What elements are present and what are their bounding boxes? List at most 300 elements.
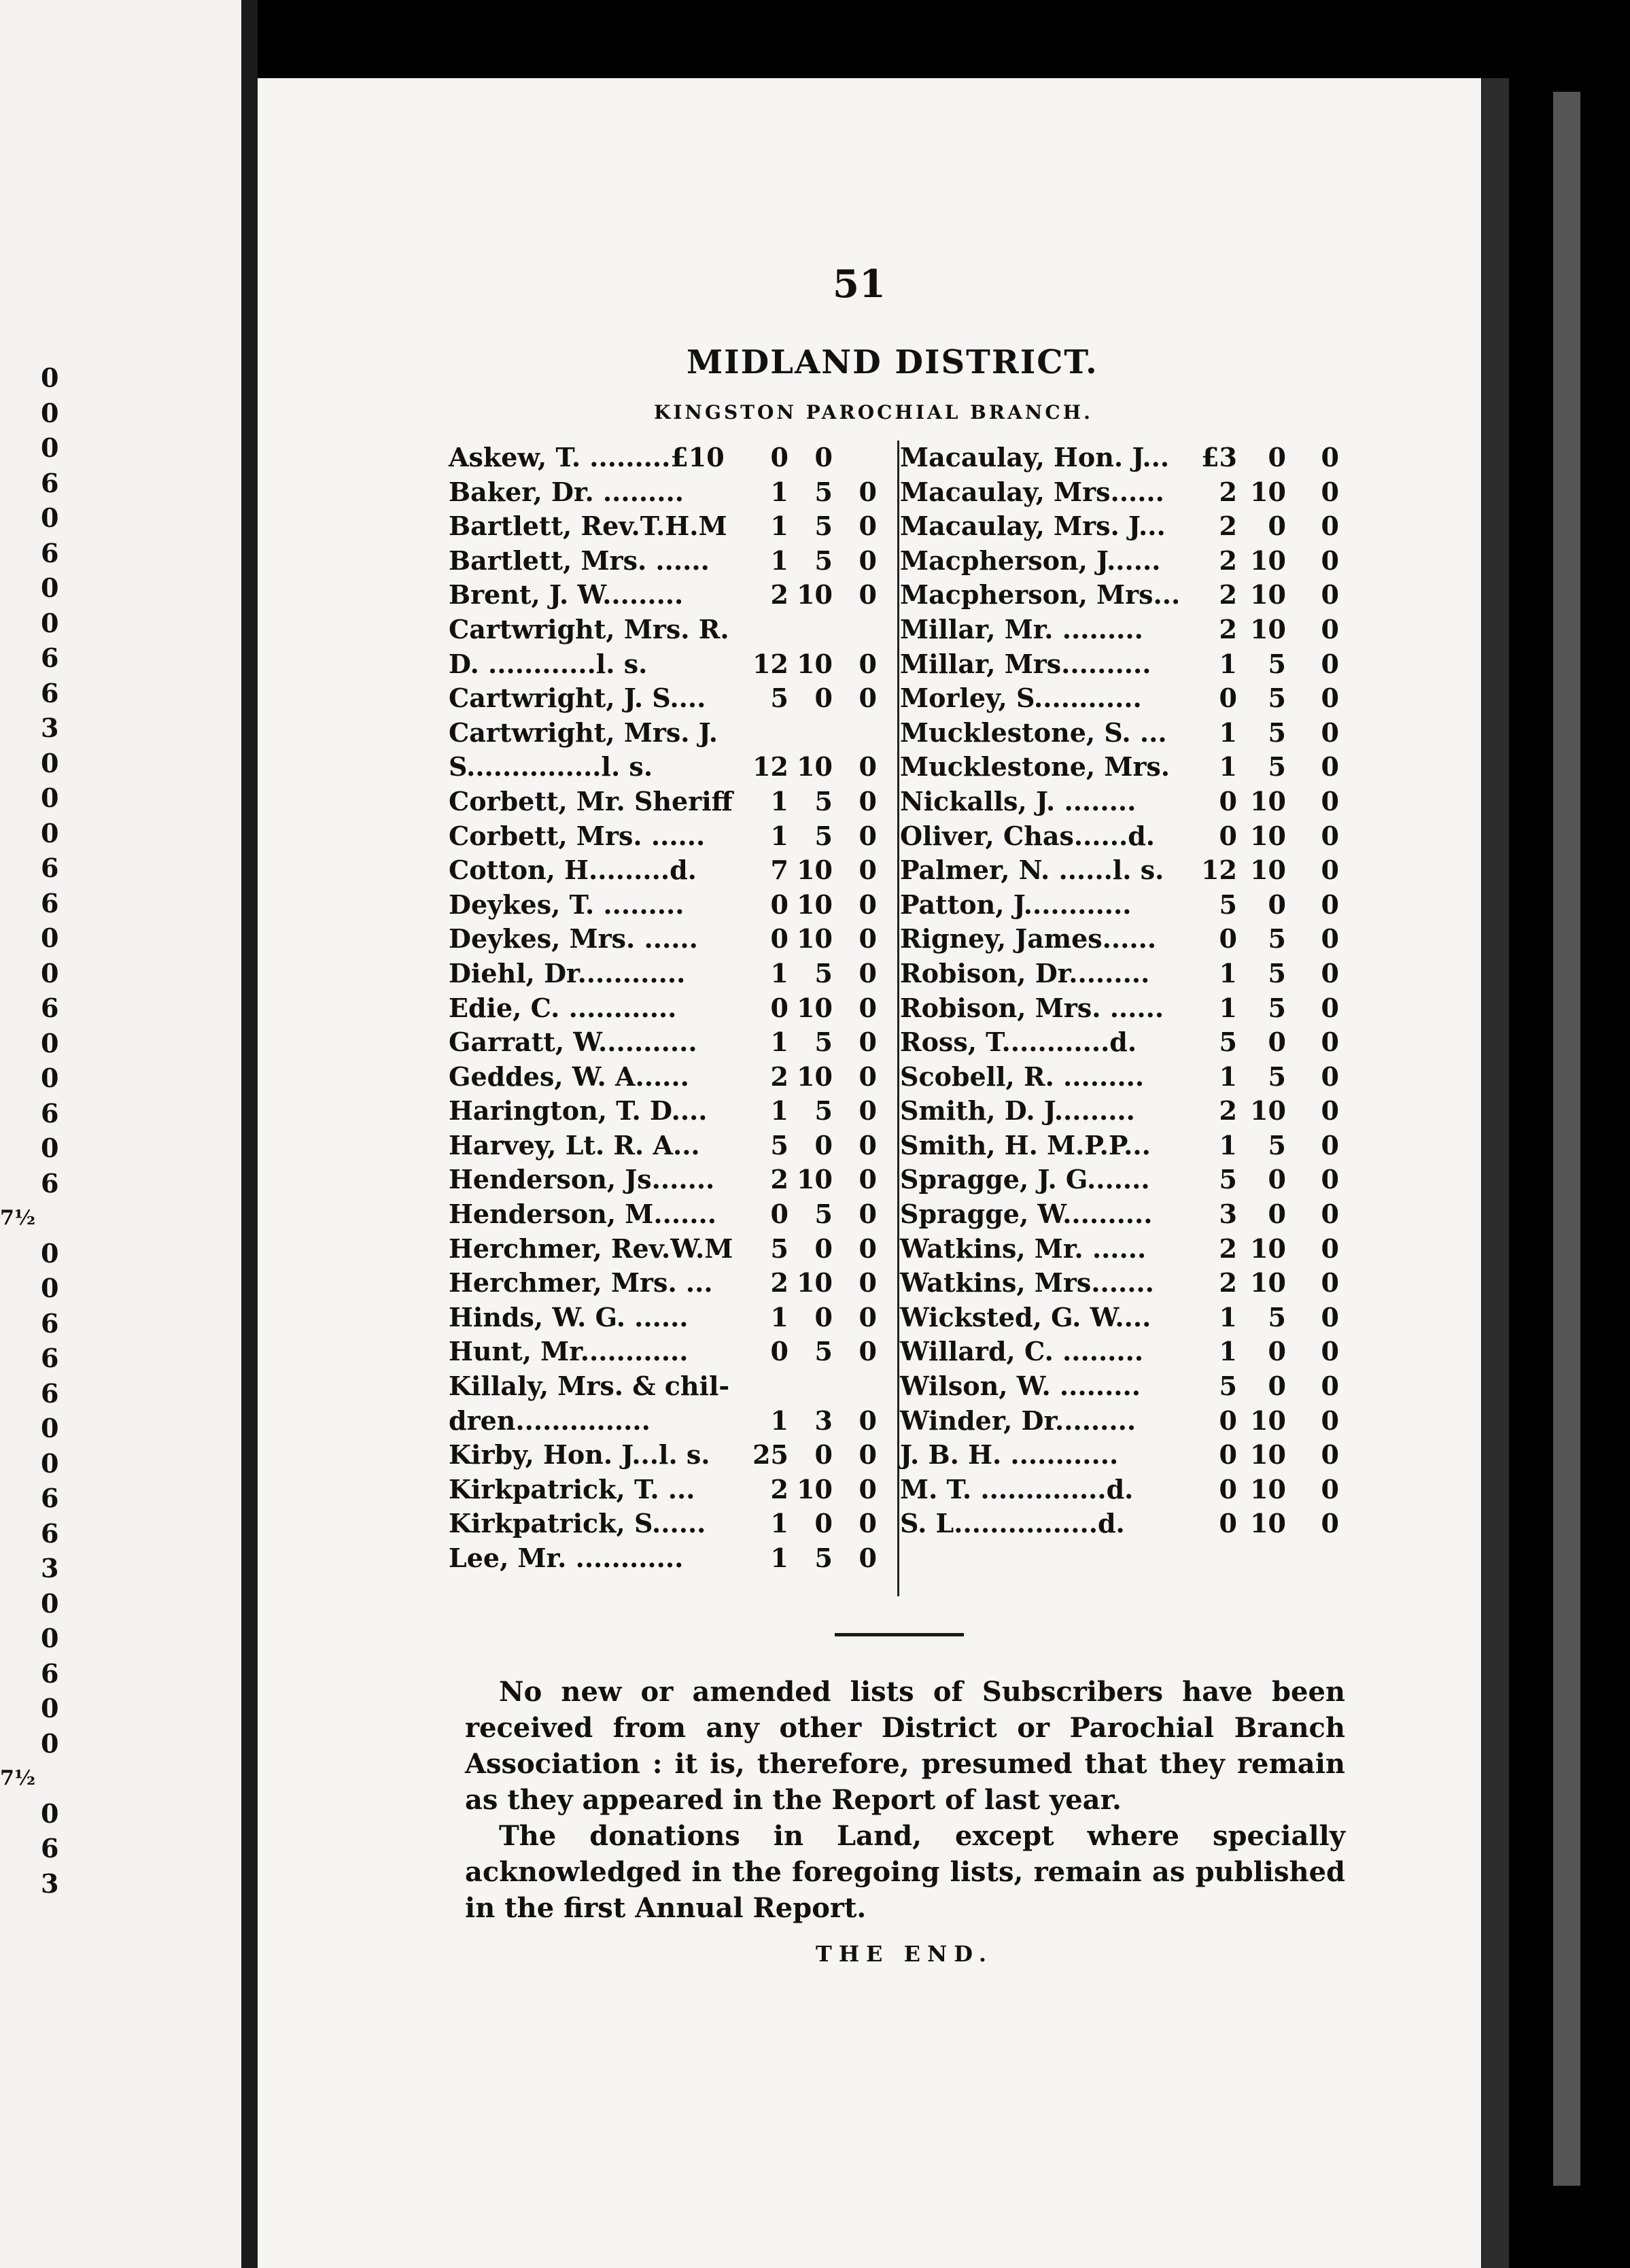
previous-page-row <box>0 1866 61 1902</box>
subscriber-name: Hunt, Mr............ <box>449 1336 689 1367</box>
subscriber-row <box>449 1404 884 1439</box>
subscriber-name: Rigney, James...... <box>900 923 1157 955</box>
previous-page-digit: 0 <box>41 1273 59 1303</box>
amount-shillings: 5 <box>1268 923 1286 955</box>
previous-page-row <box>0 1306 61 1341</box>
subscriber-row <box>449 1369 884 1404</box>
amount-pounds: 12 <box>752 648 788 679</box>
amount-pounds: 0 <box>770 889 788 920</box>
amount-shillings: 10 <box>797 1267 833 1299</box>
previous-page-row <box>0 886 61 921</box>
amount-pence: 0 <box>1321 1405 1339 1436</box>
amount-pence: 0 <box>859 1301 877 1333</box>
amount-pounds: 1 <box>770 476 788 507</box>
amount-pounds: 2 <box>770 1061 788 1092</box>
previous-page-row <box>0 1761 61 1796</box>
amount-shillings: 0 <box>814 683 833 714</box>
previous-page-row <box>0 746 61 781</box>
subscriber-row <box>890 716 1366 751</box>
notice-paragraph: No new or amended lists of Subscribers have been received from any other District or Parochial Branch Association : it is, therefore, presumed that they remain as they appeared in the Report of last year. <box>465 1676 1345 1816</box>
amount-pence: 0 <box>1321 992 1339 1023</box>
previous-page-digit: 0 <box>41 362 59 393</box>
amount-pounds: 1 <box>770 1543 788 1573</box>
amount-shillings: 0 <box>1268 1336 1286 1367</box>
subscriber-name: Harvey, Lt. R. A... <box>449 1129 700 1161</box>
previous-page-row <box>0 570 61 606</box>
subscriber-name: Kirby, Hon. J...l. s. <box>449 1439 710 1471</box>
subscriber-row <box>449 509 884 544</box>
amount-pence: 0 <box>859 1095 877 1127</box>
previous-page-row <box>0 780 61 816</box>
amount-pence: 0 <box>859 992 877 1023</box>
amount-pounds: 5 <box>1219 1027 1237 1058</box>
previous-page-digit: 6 <box>41 467 59 498</box>
subscriber-row <box>449 1541 884 1576</box>
amount-pounds: 1 <box>770 957 788 989</box>
previous-page-row <box>0 360 61 396</box>
amount-shillings: 0 <box>1268 1164 1286 1195</box>
subscriber-name: Lee, Mr. ............ <box>449 1543 684 1573</box>
subscriber-name: Nickalls, J. ........ <box>900 785 1137 817</box>
subscriber-row <box>449 819 884 854</box>
amount-shillings: 5 <box>1268 1301 1286 1333</box>
subscriber-name: Herchmer, Rev.W.M <box>449 1233 733 1264</box>
subscriber-name: Geddes, W. A...... <box>449 1061 689 1092</box>
amount-shillings: 5 <box>1268 717 1286 748</box>
previous-page-row <box>0 1691 61 1726</box>
previous-page-digit: 0 <box>41 1063 59 1093</box>
previous-page-digit: 6 <box>41 1657 59 1689</box>
subscriber-name: Macpherson, Mrs... <box>900 579 1181 611</box>
amount-shillings: 5 <box>814 545 833 576</box>
subscriber-name: Morley, S............ <box>900 683 1142 714</box>
subscriber-name: Winder, Dr......... <box>900 1405 1137 1436</box>
amount-shillings: 5 <box>814 1336 833 1367</box>
amount-shillings: 10 <box>1250 1233 1286 1264</box>
previous-page-digit: 6 <box>41 1377 59 1409</box>
amount-pence: 0 <box>1321 717 1339 748</box>
previous-page-digit: 0 <box>41 1728 59 1759</box>
amount-pence: 0 <box>1321 1164 1339 1195</box>
previous-page-row <box>0 1481 61 1516</box>
notice-paragraph: The donations in Land, except where specially acknowledged in the foregoing lists, remain as published in the first Annual Report. <box>465 1820 1345 1924</box>
subscriber-name: dren............... <box>449 1405 651 1436</box>
subscriber-row <box>890 1025 1366 1060</box>
previous-page-row <box>0 1026 61 1061</box>
amount-pounds: 2 <box>770 1267 788 1299</box>
previous-page-row <box>0 640 61 676</box>
amount-shillings: 10 <box>1250 545 1286 576</box>
amount-pounds: 1 <box>770 1095 788 1127</box>
previous-page-digit: 6 <box>41 853 59 883</box>
subscriber-name: J. B. H. ............ <box>900 1439 1119 1471</box>
previous-page-row <box>0 956 61 991</box>
amount-pence: 0 <box>859 1199 877 1230</box>
previous-page-row <box>0 1831 61 1866</box>
subscriber-name: Harington, T. D.... <box>449 1095 708 1127</box>
subscriber-name: Smith, H. M.P.P... <box>900 1129 1151 1161</box>
amount-pence: 0 <box>859 1405 877 1436</box>
subscriber-list-left <box>449 441 884 1576</box>
previous-page-digit: 0 <box>41 817 59 848</box>
previous-page-row <box>0 396 61 431</box>
previous-page-digit: 3 <box>41 1553 59 1583</box>
amount-pence: 0 <box>859 957 877 989</box>
subscriber-row <box>449 1301 884 1335</box>
subscriber-row <box>890 1473 1366 1507</box>
subscriber-row <box>890 1438 1366 1473</box>
amount-pounds: 1 <box>1219 992 1237 1023</box>
amount-pounds: 1 <box>770 820 788 851</box>
subscriber-name: Bartlett, Rev.T.H.M <box>449 511 727 542</box>
previous-page-row <box>0 1271 61 1306</box>
amount-shillings: 5 <box>814 1199 833 1230</box>
subscriber-row <box>449 853 884 888</box>
amount-pounds: 1 <box>1219 1129 1237 1161</box>
previous-page-row <box>0 1201 61 1236</box>
amount-shillings: 10 <box>1250 476 1286 507</box>
previous-page-row <box>0 1551 61 1586</box>
amount-pounds: 3 <box>1219 1199 1237 1230</box>
amount-pounds: 0 <box>770 992 788 1023</box>
amount-pounds: 1 <box>1219 717 1237 748</box>
amount-pence: 0 <box>859 1129 877 1161</box>
subscriber-row <box>449 544 884 579</box>
subscriber-name: Spragge, J. G....... <box>900 1164 1150 1195</box>
amount-pounds: 1 <box>770 1301 788 1333</box>
previous-page-row <box>0 710 61 746</box>
subscriber-row <box>890 853 1366 888</box>
amount-pence: 0 <box>859 1473 877 1505</box>
previous-page-digit: 6 <box>41 887 59 918</box>
amount-shillings: 10 <box>797 1061 833 1092</box>
amount-shillings: 10 <box>1250 855 1286 886</box>
amount-pence: 0 <box>859 1543 877 1573</box>
subscriber-name: M. T. ..............d. <box>900 1473 1134 1505</box>
amount-pence: 0 <box>1321 1027 1339 1058</box>
subscriber-row <box>890 1163 1366 1197</box>
amount-pence: 0 <box>859 476 877 507</box>
previous-page-row <box>0 676 61 711</box>
amount-shillings: 10 <box>797 751 833 783</box>
previous-page-row <box>0 1411 61 1446</box>
amount-shillings: 0 <box>1268 511 1286 542</box>
amount-shillings: 5 <box>1268 751 1286 783</box>
amount-pence: 0 <box>1321 442 1339 472</box>
subscriber-row <box>449 578 884 613</box>
amount-pounds: £3 <box>1201 442 1237 472</box>
previous-page-digit: 0 <box>41 572 59 603</box>
amount-shillings: 10 <box>797 889 833 920</box>
subscriber-row <box>449 991 884 1026</box>
amount-pounds: 0 <box>770 1199 788 1230</box>
amount-shillings: 10 <box>797 1473 833 1505</box>
amount-shillings: 10 <box>1250 785 1286 817</box>
previous-page-fraction: 7½ <box>0 1766 36 1790</box>
amount-shillings: 5 <box>1268 648 1286 679</box>
previous-page <box>0 0 244 2268</box>
subscriber-name: S. L................d. <box>900 1508 1125 1539</box>
subscriber-name: Palmer, N. ......l. s. <box>900 855 1164 886</box>
amount-shillings: 5 <box>1268 683 1286 714</box>
subscriber-row <box>449 681 884 716</box>
amount-pounds: 1 <box>770 1405 788 1436</box>
subscriber-row <box>449 1335 884 1369</box>
subscriber-name: Kirkpatrick, S...... <box>449 1508 706 1539</box>
amount-pence: 0 <box>859 1233 877 1264</box>
subscriber-name: Cartwright, Mrs. R. <box>449 613 729 645</box>
subscriber-name: Diehl, Dr............ <box>449 957 686 989</box>
amount-pounds: 0 <box>1219 1473 1237 1505</box>
subscriber-row <box>890 1094 1366 1129</box>
amount-pence: 0 <box>859 545 877 576</box>
subscriber-name: Millar, Mr. ......... <box>900 613 1143 645</box>
subscriber-row <box>890 888 1366 923</box>
amount-pence: 0 <box>1321 785 1339 817</box>
amount-pence: 0 <box>1321 1301 1339 1333</box>
amount-pence: 0 <box>1321 1233 1339 1264</box>
subscriber-row <box>890 750 1366 785</box>
amount-pounds: 0 <box>1219 1405 1237 1436</box>
previous-page-digit: 0 <box>41 1237 59 1269</box>
previous-page-row <box>0 921 61 956</box>
subscriber-row <box>449 647 884 682</box>
amount-shillings: 5 <box>814 1543 833 1573</box>
subscriber-name: Scobell, R. ......... <box>900 1061 1145 1092</box>
amount-pounds: 2 <box>770 1473 788 1505</box>
section-divider <box>835 1633 964 1636</box>
amount-pence: 0 <box>859 579 877 611</box>
previous-page-digit: 0 <box>41 607 59 638</box>
subscriber-name: Smith, D. J......... <box>900 1095 1135 1127</box>
subscriber-row <box>890 613 1366 647</box>
subscriber-row <box>449 957 884 991</box>
previous-page-row <box>0 1656 61 1691</box>
amount-pounds: 25 <box>752 1439 788 1471</box>
the-end: THE END. <box>816 1941 993 1967</box>
amount-pounds: 1 <box>1219 1336 1237 1367</box>
previous-page-digit: 0 <box>41 957 59 989</box>
subscriber-name: S...............l. s. <box>449 751 653 783</box>
amount-shillings: 3 <box>814 1405 833 1436</box>
amount-pence: 0 <box>859 1061 877 1092</box>
book-cover-edge <box>1553 92 1580 2186</box>
subscriber-row <box>890 957 1366 991</box>
subscriber-name: Cartwright, Mrs. J. <box>449 717 718 748</box>
amount-pounds: 0 <box>770 1336 788 1367</box>
previous-page-row <box>0 991 61 1026</box>
amount-pounds: 0 <box>770 442 788 472</box>
subscriber-name: Macaulay, Mrs...... <box>900 476 1164 507</box>
previous-page-digit: 6 <box>41 1097 59 1129</box>
amount-shillings: 10 <box>1250 1439 1286 1471</box>
previous-page-fraction: 7½ <box>0 1206 36 1230</box>
previous-page-digit: 0 <box>41 432 59 463</box>
previous-page-digit: 0 <box>41 1798 59 1829</box>
amount-pounds: 2 <box>1219 613 1237 645</box>
amount-pence: 0 <box>859 648 877 679</box>
amount-shillings: 0 <box>814 1439 833 1471</box>
subscriber-row <box>890 922 1366 957</box>
subscriber-name: Robison, Mrs. ...... <box>900 992 1164 1023</box>
subscriber-row <box>449 888 884 923</box>
subscriber-name: Mucklestone, Mrs. <box>900 751 1171 783</box>
amount-shillings: 0 <box>1268 1027 1286 1058</box>
amount-pounds: 1 <box>770 511 788 542</box>
previous-page-digit: 0 <box>41 783 59 813</box>
previous-page-row <box>0 466 61 501</box>
book-gutter <box>241 0 258 2268</box>
amount-pence: 0 <box>1321 1508 1339 1539</box>
amount-pence: 0 <box>1321 511 1339 542</box>
previous-page-digit: 3 <box>41 712 59 743</box>
previous-page-digit: 6 <box>41 1307 59 1339</box>
subscriber-name: Wilson, W. ......... <box>900 1371 1141 1402</box>
subscriber-name: Brent, J. W......... <box>449 579 684 611</box>
amount-shillings: 10 <box>797 923 833 955</box>
amount-shillings: 0 <box>814 442 833 472</box>
amount-shillings: 0 <box>1268 442 1286 472</box>
amount-shillings: 10 <box>797 648 833 679</box>
district-title: MIDLAND DISTRICT. <box>687 343 1098 381</box>
amount-pence: 0 <box>1321 579 1339 611</box>
amount-pence: 0 <box>1321 1371 1339 1402</box>
subscriber-name: Henderson, M....... <box>449 1199 716 1230</box>
amount-pence: 0 <box>1321 1267 1339 1299</box>
subscriber-row <box>449 922 884 957</box>
amount-shillings: 10 <box>1250 1267 1286 1299</box>
amount-shillings: 0 <box>814 1233 833 1264</box>
subscriber-row <box>890 578 1366 613</box>
amount-pounds: 5 <box>1219 889 1237 920</box>
subscriber-row <box>890 509 1366 544</box>
amount-shillings: 10 <box>1250 579 1286 611</box>
amount-pounds: 1 <box>1219 957 1237 989</box>
subscriber-name: Spragge, W.......... <box>900 1199 1153 1230</box>
subscriber-row <box>449 1232 884 1267</box>
subscriber-name: Henderson, Js....... <box>449 1164 715 1195</box>
previous-page-digit: 6 <box>41 537 59 568</box>
previous-page-digit: 0 <box>41 1413 59 1443</box>
previous-page-digit: 0 <box>41 1133 59 1163</box>
previous-page-digit: 0 <box>41 1447 59 1479</box>
subscriber-name: Millar, Mrs.......... <box>900 648 1151 679</box>
subscriber-row <box>449 475 884 510</box>
previous-page-digit: 0 <box>41 747 59 778</box>
amount-pounds: 2 <box>1219 1267 1237 1299</box>
subscriber-row <box>449 1094 884 1129</box>
previous-page-digit: 0 <box>41 397 59 428</box>
amount-pence: 0 <box>1321 751 1339 783</box>
amount-pounds: 7 <box>770 855 788 886</box>
previous-page-row <box>0 1621 61 1656</box>
previous-page-digit: 0 <box>41 1623 59 1653</box>
amount-shillings: 10 <box>1250 1095 1286 1127</box>
previous-page-digit: 0 <box>41 1027 59 1059</box>
subscriber-row <box>449 441 884 475</box>
subscriber-name: Oliver, Chas......d. <box>900 820 1156 851</box>
amount-shillings: 0 <box>814 1508 833 1539</box>
amount-pence: 0 <box>1321 648 1339 679</box>
amount-pounds: 1 <box>1219 751 1237 783</box>
subscriber-name: Deykes, Mrs. ...... <box>449 923 698 955</box>
subscriber-row <box>890 991 1366 1026</box>
amount-pounds: 1 <box>1219 1061 1237 1092</box>
amount-shillings: 0 <box>1268 889 1286 920</box>
subscriber-name: Corbett, Mr. Sheriff <box>449 785 733 817</box>
amount-pounds: 0 <box>1219 820 1237 851</box>
amount-pence: 0 <box>1321 1129 1339 1161</box>
subscriber-name: Macpherson, J...... <box>900 545 1161 576</box>
amount-pence: 0 <box>1321 1439 1339 1471</box>
previous-page-row <box>0 1376 61 1411</box>
subscriber-row <box>890 681 1366 716</box>
subscriber-row <box>890 819 1366 854</box>
amount-pence: 0 <box>1321 683 1339 714</box>
subscriber-name: Herchmer, Mrs. ... <box>449 1267 713 1299</box>
amount-pounds: 2 <box>770 1164 788 1195</box>
previous-page-row <box>0 1516 61 1551</box>
previous-page-row <box>0 1586 61 1621</box>
subscriber-name: Robison, Dr......... <box>900 957 1150 989</box>
subscriber-row <box>449 1438 884 1473</box>
subscriber-row <box>890 1369 1366 1404</box>
amount-pounds: 5 <box>770 1129 788 1161</box>
subscriber-row <box>890 475 1366 510</box>
amount-pounds: 0 <box>1219 683 1237 714</box>
amount-shillings: 0 <box>1268 1199 1286 1230</box>
subscriber-row <box>890 1404 1366 1439</box>
amount-pence: 0 <box>1321 1473 1339 1505</box>
amount-pounds: 2 <box>1219 1095 1237 1127</box>
previous-page-row <box>0 1061 61 1096</box>
amount-pence: 0 <box>1321 889 1339 920</box>
amount-pence: 0 <box>859 1508 877 1539</box>
amount-shillings: 10 <box>1250 1405 1286 1436</box>
amount-shillings: 5 <box>814 511 833 542</box>
subscriber-row <box>449 1025 884 1060</box>
previous-page-digit: 6 <box>41 1343 59 1373</box>
subscriber-row <box>890 441 1366 475</box>
previous-page-row <box>0 606 61 641</box>
page-edge <box>1482 78 1509 2268</box>
amount-shillings: 5 <box>814 476 833 507</box>
amount-pounds: 0 <box>1219 923 1237 955</box>
branch-title: KINGSTON PAROCHIAL BRANCH. <box>654 401 1093 424</box>
amount-pounds: 5 <box>1219 1164 1237 1195</box>
previous-page-row <box>0 850 61 886</box>
amount-pounds: 1 <box>770 1027 788 1058</box>
page-number: 51 <box>833 262 886 307</box>
amount-pence: 0 <box>859 1336 877 1367</box>
amount-pence: 0 <box>859 855 877 886</box>
amount-pence: 0 <box>1321 476 1339 507</box>
amount-pence: 0 <box>1321 1061 1339 1092</box>
subscriber-name: Askew, T. .........£10 <box>449 442 725 472</box>
previous-page-digit: 0 <box>41 1587 59 1619</box>
amount-pounds: 0 <box>770 923 788 955</box>
amount-pence: 0 <box>1321 1199 1339 1230</box>
amount-pounds: 1 <box>770 785 788 817</box>
subscriber-name: Hinds, W. G. ...... <box>449 1301 689 1333</box>
amount-pence: 0 <box>1321 1095 1339 1127</box>
subscriber-row <box>449 1266 884 1301</box>
previous-page-digit: 3 <box>41 1868 59 1899</box>
subscriber-row <box>449 613 884 647</box>
subscriber-name: Macaulay, Hon. J... <box>900 442 1170 472</box>
amount-shillings: 0 <box>814 1301 833 1333</box>
amount-pounds: 0 <box>1219 1508 1237 1539</box>
